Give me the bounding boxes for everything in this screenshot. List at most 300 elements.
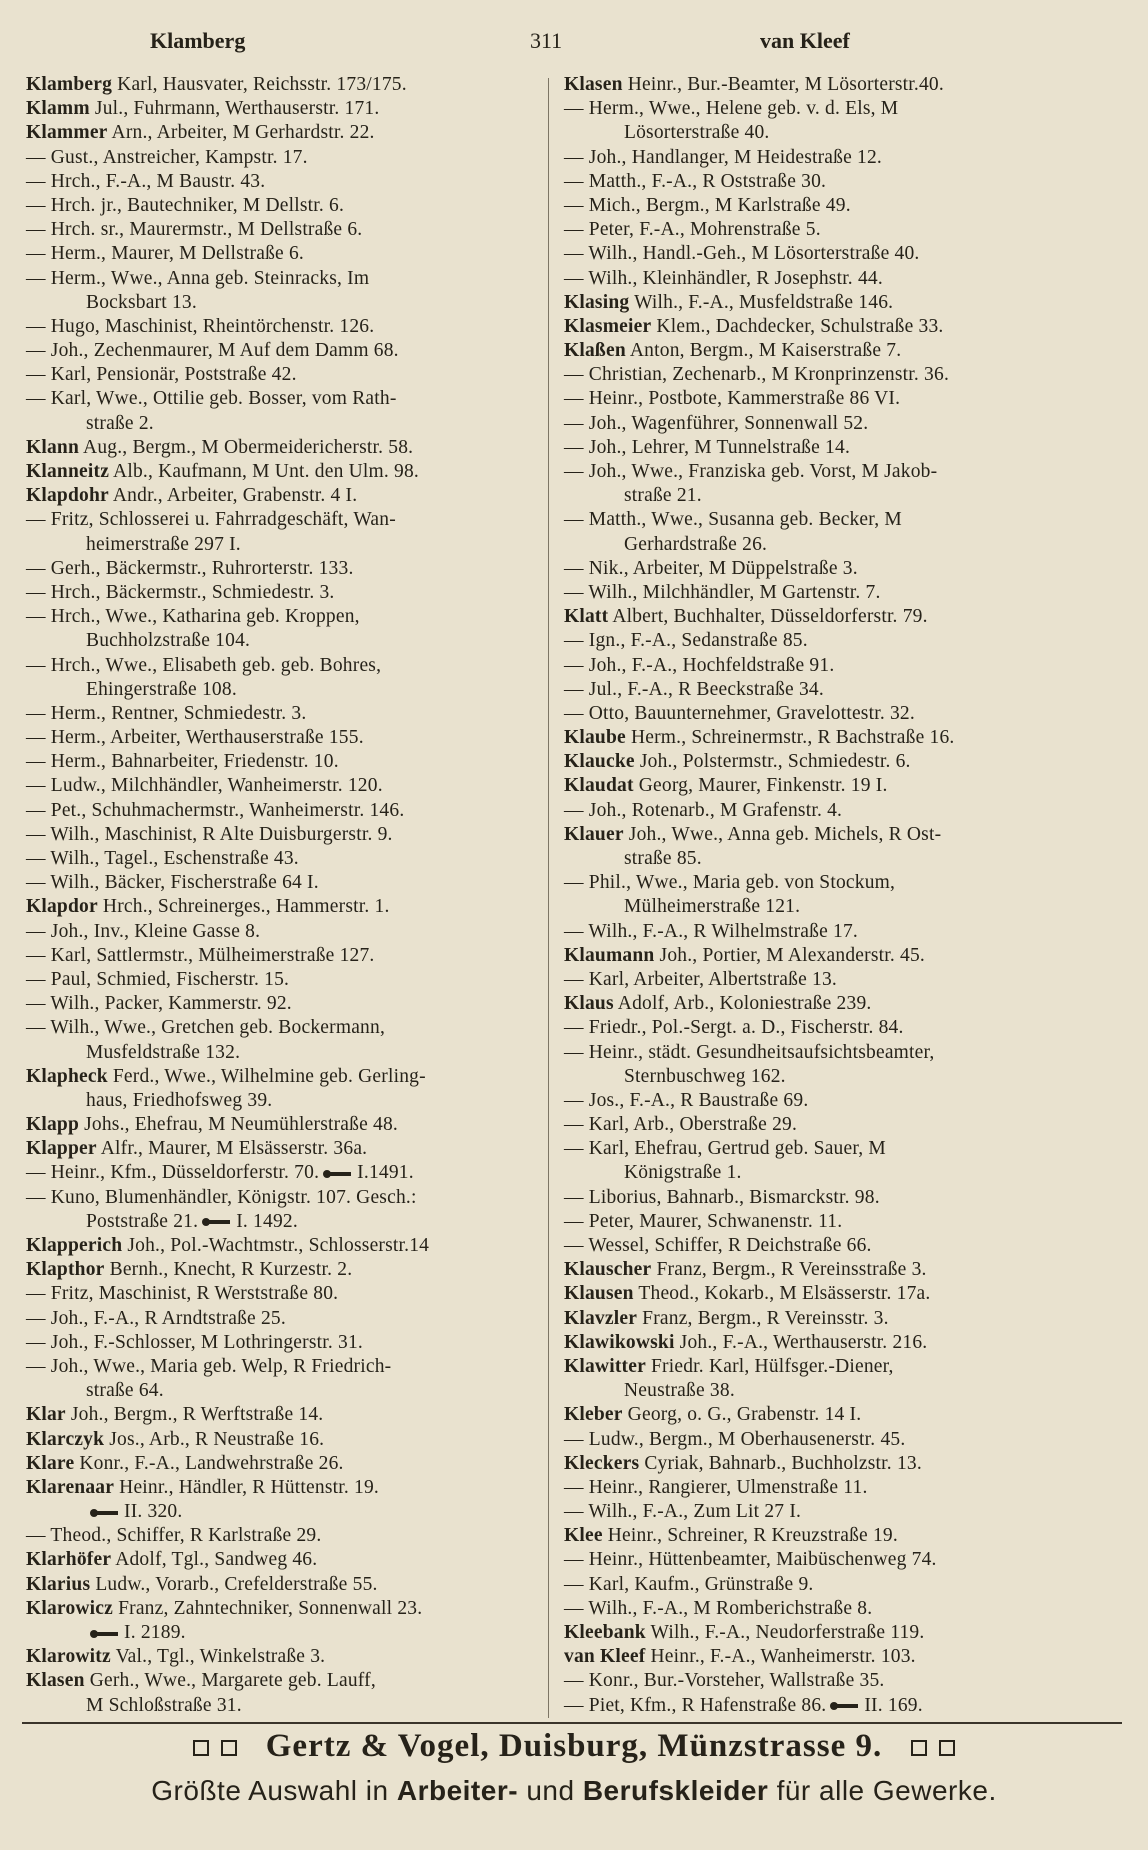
telephone-icon [202, 1217, 232, 1227]
surname: Klauscher [564, 1259, 652, 1281]
directory-subentry [564, 920, 1079, 944]
phone-number: I. 1492. [236, 1210, 298, 1232]
directory-subentry [26, 847, 541, 871]
entry-text: Friedr. Karl, Hülfsger.-Diener, [645, 1355, 894, 1377]
directory-subentry [26, 871, 541, 895]
entry-text: Buchholzstraße 104. [86, 630, 251, 652]
entry-continuation [26, 678, 541, 702]
surname: Klanneitz [26, 461, 110, 482]
surname: Klamberg [26, 74, 113, 95]
phone-number: II. 169. [864, 1694, 923, 1716]
entry-text: Poststraße 21. [86, 1210, 199, 1232]
entry-text: Heinr., Bur.-Beamter, M Lösorterstr.40. [622, 74, 944, 95]
entry-text: — Matth., F.-A., R Oststraße 30. [564, 170, 827, 192]
entry-text: — Wilh., Handl.-Geh., M Lösorterstraße 40. [564, 243, 920, 265]
directory-subentry [564, 387, 1079, 411]
entry-continuation [564, 484, 1079, 508]
entry-text: straße 21. [624, 485, 702, 507]
directory-subentry [564, 871, 1079, 895]
advert-rule [22, 1722, 1122, 1724]
entry-text: Neustraße 38. [624, 1380, 735, 1402]
entry-text: — Herm., Wwe., Helene geb. v. d. Els, M [564, 98, 899, 120]
surname: Klavzler [564, 1307, 638, 1329]
entry-continuation [564, 1065, 1079, 1089]
entry-text: — Joh., Lehrer, M Tunnelstraße 14. [564, 436, 851, 458]
entry-text: — Peter, Maurer, Schwanenstr. 11. [564, 1210, 843, 1232]
entry-text: Ludw., Vorarb., Crefelderstraße 55. [90, 1573, 378, 1595]
entry-text: Jos., Arb., R Neustraße 16. [104, 1428, 325, 1450]
directory-subentry [564, 1476, 1079, 1500]
directory-subentry [564, 1234, 1079, 1258]
surname: Klatt [564, 606, 609, 628]
directory-subentry [564, 678, 1079, 702]
entry-text: — Fritz, Maschinist, R Werststraße 80. [26, 1283, 339, 1305]
entry-text: — Karl, Arb., Oberstraße 29. [564, 1114, 798, 1136]
entry-text: Klem., Dachdecker, Schulstraße 33. [651, 315, 944, 337]
entry-continuation [564, 121, 1079, 145]
directory-subentry [564, 170, 1079, 194]
entry-text: Arn., Arbeiter, M Gerhardstr. 22. [107, 122, 375, 144]
entry-text: — Heinr., Postbote, Kammerstraße 86 VI. [564, 388, 901, 410]
surname: Klapheck [26, 1065, 108, 1087]
entry-text: — Theod., Schiffer, R Karlstraße 29. [26, 1525, 322, 1547]
entry-text: — Wilh., F.-A., M Romberichstraße 8. [564, 1597, 873, 1619]
directory-entry [564, 992, 1079, 1016]
entry-text: — Wilh., Wwe., Gretchen geb. Bockermann, [26, 1017, 386, 1039]
entry-text: — Piet, Kfm., R Hafenstraße 86. [564, 1694, 827, 1716]
directory-entry [564, 1307, 1079, 1331]
surname: Klaucke [564, 751, 635, 773]
surname: Klann [26, 436, 80, 458]
entry-continuation [26, 291, 541, 315]
directory-subentry [564, 1137, 1079, 1161]
ornament-squares [905, 1728, 961, 1765]
directory-entry [564, 944, 1079, 968]
directory-subentry [564, 1669, 1079, 1693]
directory-entry [26, 1428, 541, 1452]
entry-text: Adolf, Arb., Koloniestraße 239. [613, 993, 872, 1015]
surname: Klaßen [564, 340, 626, 362]
directory-subentry [564, 968, 1079, 992]
column-divider [548, 78, 549, 1718]
directory-subentry [564, 1186, 1079, 1210]
entry-text: — Jul., F.-A., R Beeckstraße 34. [564, 678, 824, 700]
entry-text: — Jos., F.-A., R Baustraße 69. [564, 1089, 809, 1111]
directory-subentry [564, 1548, 1079, 1572]
entry-text: — Fritz, Schlosserei u. Fahrradgeschäft, Wan- [26, 509, 396, 531]
directory-entry [564, 605, 1079, 629]
entry-text: Hrch., Schreinerges., Hammerstr. 1. [97, 896, 390, 918]
directory-subentry [564, 242, 1079, 266]
directory-subentry [26, 605, 541, 629]
entry-continuation [26, 1500, 541, 1524]
entry-text: — Gust., Anstreicher, Kampstr. 17. [26, 146, 308, 168]
phone-number: I.1491. [357, 1162, 414, 1184]
directory-entry [26, 1234, 541, 1258]
surname: Klausen [564, 1283, 634, 1305]
advert-firm: Gertz & Vogel, Duisburg, Münzstrasse 9. [265, 1728, 883, 1764]
entry-continuation [564, 1161, 1079, 1185]
directory-subentry [26, 750, 541, 774]
surname: Klarius [26, 1573, 91, 1595]
directory-entry [564, 73, 1079, 97]
directory-subentry [26, 315, 541, 339]
directory-entry [26, 1476, 541, 1500]
surname: Klare [26, 1452, 75, 1474]
entry-text: — Wilh., Tagel., Eschenstraße 43. [26, 848, 299, 869]
entry-text: straße 2. [86, 412, 154, 434]
entry-text: — Joh., F.-A., R Arndtstraße 25. [26, 1307, 286, 1329]
surname: Klarowitz [26, 1646, 111, 1668]
directory-subentry [564, 267, 1079, 291]
surname: Klaudat [564, 775, 634, 797]
surname: Klawikowski [564, 1331, 675, 1353]
advert-headline [0, 1728, 1148, 1765]
entry-text: Andr., Arbeiter, Grabenstr. 4 I. [108, 485, 358, 507]
entry-text: — Wilh., Packer, Kammerstr. 92. [26, 993, 292, 1015]
entry-text: — Liborius, Bahnarb., Bismarckstr. 98. [564, 1186, 880, 1208]
directory-subentry [26, 1355, 541, 1379]
directory-subentry [26, 823, 541, 847]
surname: Klammer [26, 122, 108, 144]
entry-text: — Christian, Zechenarb., M Kronprinzenstr. 36. [564, 364, 950, 386]
directory-subentry [26, 218, 541, 242]
entry-text: — Wilh., F.-A., Zum Lit 27 I. [564, 1501, 802, 1523]
directory-entry [564, 774, 1079, 798]
entry-text: Gerhardstraße 26. [624, 533, 768, 555]
entry-text: — Joh., Wagenführer, Sonnenwall 52. [564, 412, 869, 434]
surname: Klapperich [26, 1235, 123, 1256]
entry-text: — Hrch., Bäckermstr., Schmiedestr. 3. [26, 581, 335, 603]
directory-entry [564, 1282, 1079, 1306]
entry-text: — Wilh., Maschinist, R Alte Duisburgerstr. 9. [26, 823, 393, 845]
entry-continuation [26, 1041, 541, 1065]
entry-text: — Hugo, Maschinist, Rheintörchenstr. 126. [26, 315, 375, 337]
directory-entry [26, 484, 541, 508]
directory-entry [26, 460, 541, 484]
directory-subentry [26, 1307, 541, 1331]
entry-text: Aug., Bergm., M Obermeidericherstr. 58. [79, 436, 414, 458]
directory-entry [26, 1573, 541, 1597]
right-column [564, 73, 1079, 1718]
entry-text: — Joh., Inv., Kleine Gasse 8. [26, 920, 261, 942]
surname: Klapdohr [26, 485, 109, 507]
entry-text: Joh., Portier, M Alexanderstr. 45. [654, 944, 925, 966]
entry-text: — Kuno, Blumenhändler, Königstr. 107. Gesch.: [26, 1186, 417, 1208]
surname: Klaube [564, 727, 626, 749]
running-header-left: Klamberg [150, 28, 246, 53]
directory-subentry [564, 508, 1079, 532]
entry-text: Alfr., Maurer, M Elsässerstr. 36a. [96, 1138, 368, 1160]
entry-text: — Karl, Pensionär, Poststraße 42. [26, 364, 297, 386]
entry-text: Adolf, Tgl., Sandweg 46. [111, 1549, 318, 1571]
entry-text: Joh., Pol.-Wachtmstr., Schlosserstr.14 [122, 1235, 430, 1256]
surname: Klasen [26, 1670, 85, 1692]
surname: van Kleef [564, 1646, 646, 1668]
surname: Klarenaar [26, 1476, 115, 1498]
entry-text: — Heinr., Kfm., Düsseldorferstr. 70. [26, 1162, 320, 1184]
entry-text: straße 64. [86, 1380, 164, 1402]
directory-entry [564, 750, 1079, 774]
entry-continuation [564, 895, 1079, 919]
entry-text: — Joh., Handlanger, M Heidestraße 12. [564, 146, 883, 168]
directory-entry [564, 726, 1079, 750]
surname: Klaus [564, 993, 614, 1015]
directory-entry [26, 436, 541, 460]
entry-text: Heinr., F.-A., Wanheimerstr. 103. [645, 1646, 916, 1668]
directory-subentry [564, 1041, 1079, 1065]
entry-text: — Herm., Wwe., Anna geb. Steinracks, Im [26, 267, 370, 289]
entry-text: — Wilh., Bäcker, Fischerstraße 64 I. [26, 872, 319, 894]
directory-subentry [564, 1597, 1079, 1621]
surname: Klapdor [26, 896, 98, 918]
entry-text: straße 85. [624, 848, 702, 869]
surname: Klapper [26, 1138, 97, 1160]
entry-text: Jul., Fuhrmann, Werthauserstr. 171. [89, 98, 380, 120]
surname: Kleebank [564, 1622, 646, 1643]
directory-entry [564, 1258, 1079, 1282]
directory-subentry [564, 1089, 1079, 1113]
surname: Klapp [26, 1114, 80, 1136]
page-number: 311 [530, 28, 563, 53]
entry-text: — Wilh., Kleinhändler, R Josephstr. 44. [564, 267, 883, 289]
directory-entry [26, 121, 541, 145]
entry-text: — Matth., Wwe., Susanna geb. Becker, M [564, 509, 902, 531]
entry-text: Lösorterstraße 40. [624, 122, 770, 144]
entry-text: — Otto, Bauunternehmer, Gravelottestr. 32. [564, 702, 915, 724]
entry-text: Wilh., F.-A., Neudorferstraße 119. [645, 1622, 925, 1643]
directory-subentry [26, 387, 541, 411]
ornament-squares [187, 1728, 243, 1765]
directory-subentry [26, 654, 541, 678]
directory-subentry [564, 97, 1079, 121]
surname: Kleckers [564, 1452, 640, 1474]
entry-text: Heinr., Schreiner, R Kreuzstraße 19. [602, 1525, 898, 1547]
directory-entry [564, 1452, 1079, 1476]
entry-text: Franz, Zahntechniker, Sonnenwall 23. [113, 1597, 423, 1619]
entry-text: heimerstraße 297 I. [86, 533, 241, 555]
entry-text: Bocksbart 13. [86, 291, 197, 313]
directory-entry [26, 1258, 541, 1282]
entry-text: — Mich., Bergm., M Karlstraße 49. [564, 194, 851, 216]
directory-subentry [564, 1113, 1079, 1137]
entry-text: Ferd., Wwe., Wilhelmine geb. Gerling- [107, 1065, 426, 1087]
advert-text: für alle Gewerke. [768, 1775, 997, 1806]
directory-subentry [26, 267, 541, 291]
entry-text: — Hrch. sr., Maurermstr., M Dellstraße 6. [26, 219, 363, 241]
entry-text: Johs., Ehefrau, M Neumühlerstraße 48. [79, 1114, 399, 1136]
surname: Klawitter [564, 1355, 646, 1377]
entry-text: — Herm., Rentner, Schmiedestr. 3. [26, 702, 307, 724]
entry-text: — Karl, Kaufm., Grünstraße 9. [564, 1573, 814, 1595]
directory-subentry [564, 1428, 1079, 1452]
directory-subentry [26, 557, 541, 581]
telephone-icon [323, 1169, 353, 1179]
directory-subentry [26, 1186, 541, 1210]
entry-text: — Joh., Wwe., Franziska geb. Vorst, M Jakob- [564, 461, 938, 482]
entry-text: Konr., F.-A., Landwehrstraße 26. [74, 1452, 344, 1474]
entry-continuation [564, 533, 1079, 557]
directory-subentry [26, 992, 541, 1016]
entry-text: — Joh., Wwe., Maria geb. Welp, R Friedrich- [26, 1355, 392, 1377]
entry-continuation [26, 1379, 541, 1403]
entry-text: Mülheimerstraße 121. [624, 896, 801, 918]
entry-text: — Heinr., Hüttenbeamter, Maibüschenweg 74. [564, 1549, 937, 1571]
entry-text: Val., Tgl., Winkelstraße 3. [110, 1646, 326, 1668]
directory-subentry [564, 218, 1079, 242]
directory-subentry [26, 146, 541, 170]
directory-entry [26, 97, 541, 121]
directory-subentry [26, 1331, 541, 1355]
advert-text: und [518, 1775, 583, 1806]
directory-entry [26, 895, 541, 919]
telephone-icon [90, 1629, 120, 1639]
directory-subentry [564, 436, 1079, 460]
entry-text: — Heinr., städt. Gesundheitsaufsichtsbeamter, [564, 1041, 935, 1063]
advert-text-bold: Berufskleider [582, 1775, 769, 1806]
directory-entry [26, 1065, 541, 1089]
entry-continuation [26, 629, 541, 653]
directory-entry [26, 1452, 541, 1476]
directory-subentry [26, 799, 541, 823]
advert-text: Größte Auswahl in [151, 1775, 397, 1806]
entry-text: M Schloßstraße 31. [86, 1694, 242, 1716]
directory-subentry [564, 1500, 1079, 1524]
directory-subentry [564, 363, 1079, 387]
directory-subentry [564, 412, 1079, 436]
entry-text: haus, Friedhofsweg 39. [86, 1089, 273, 1111]
directory-entry [564, 1524, 1079, 1548]
entry-continuation [26, 1694, 541, 1718]
directory-subentry [564, 1573, 1079, 1597]
directory-subentry [26, 920, 541, 944]
running-header-right: van Kleef [760, 28, 850, 53]
entry-text: — Joh., Zechenmaurer, M Auf dem Damm 68. [26, 340, 399, 362]
telephone-icon [90, 1508, 120, 1518]
directory-subentry [26, 170, 541, 194]
directory-subentry [26, 363, 541, 387]
directory-subentry [26, 1282, 541, 1306]
entry-text: Albert, Buchhalter, Düsseldorferstr. 79. [608, 606, 928, 628]
entry-text: Anton, Bergm., M Kaiserstraße 7. [625, 340, 902, 362]
entry-continuation [564, 847, 1079, 871]
entry-text: Musfeldstraße 132. [86, 1041, 241, 1063]
directory-entry [26, 73, 541, 97]
left-column [26, 73, 541, 1718]
entry-text: Cyriak, Bahnarb., Buchholzstr. 13. [639, 1452, 922, 1474]
telephone-icon [830, 1701, 860, 1711]
directory-entry [564, 1331, 1079, 1355]
surname: Klasen [564, 74, 623, 95]
entry-text: Franz, Bergm., R Vereinsstraße 3. [651, 1259, 927, 1281]
directory-subentry [26, 581, 541, 605]
entry-text: Georg, o. G., Grabenstr. 14 I. [622, 1404, 862, 1426]
entry-text: Joh., F.-A., Werthauserstr. 216. [674, 1331, 928, 1353]
entry-text: Sternbuschweg 162. [624, 1065, 786, 1087]
entry-text: — Herm., Maurer, M Dellstraße 6. [26, 243, 305, 265]
directory-subentry [564, 702, 1079, 726]
directory-subentry [26, 1524, 541, 1548]
entry-text: Wilh., F.-A., Musfeldstraße 146. [629, 291, 894, 313]
directory-subentry [26, 242, 541, 266]
directory-subentry [564, 557, 1079, 581]
entry-text: — Konr., Bur.-Vorsteher, Wallstraße 35. [564, 1670, 885, 1692]
entry-text: Königstraße 1. [624, 1162, 742, 1184]
surname: Klaumann [564, 944, 655, 966]
directory-subentry [26, 194, 541, 218]
directory-subentry [26, 702, 541, 726]
directory-entry [564, 1355, 1079, 1379]
directory-subentry [564, 1694, 1079, 1718]
directory-subentry [564, 581, 1079, 605]
directory-subentry [564, 654, 1079, 678]
directory-entry [564, 291, 1079, 315]
directory-subentry [564, 1016, 1079, 1040]
directory-subentry [564, 629, 1079, 653]
entry-text: Herm., Schreinermstr., R Bachstraße 16. [625, 727, 955, 749]
directory-subentry [564, 146, 1079, 170]
entry-text: Ehingerstraße 108. [86, 678, 237, 700]
entry-text: — Wessel, Schiffer, R Deichstraße 66. [564, 1235, 872, 1256]
directory-subentry [26, 944, 541, 968]
entry-text: — Ludw., Bergm., M Oberhausenerstr. 45. [564, 1428, 906, 1450]
advert-tagline [0, 1775, 1148, 1807]
directory-entry [564, 315, 1079, 339]
directory-subentry [26, 339, 541, 363]
entry-text: Joh., Bergm., R Werftstraße 14. [65, 1404, 324, 1426]
directory-subentry [26, 508, 541, 532]
directory-entry [564, 823, 1079, 847]
entry-text: — Herm., Bahnarbeiter, Friedenstr. 10. [26, 751, 339, 773]
entry-text: — Hrch., Wwe., Katharina geb. Kroppen, [26, 606, 360, 628]
directory-entry [26, 1403, 541, 1427]
entry-text: — Joh., Rotenarb., M Grafenstr. 4. [564, 799, 843, 821]
entry-text: — Hrch. jr., Bautechniker, M Dellstr. 6. [26, 194, 345, 216]
entry-text: — Phil., Wwe., Maria geb. von Stockum, [564, 872, 896, 894]
surname: Klasmeier [564, 315, 652, 337]
entry-text: — Joh., F.-Schlosser, M Lothringerstr. 31. [26, 1331, 364, 1353]
entry-text: — Gerh., Bäckermstr., Ruhrorterstr. 133. [26, 557, 354, 579]
entry-text: Gerh., Wwe., Margarete geb. Lauff, [84, 1670, 376, 1692]
entry-continuation [26, 533, 541, 557]
directory-entry [564, 1403, 1079, 1427]
directory-subentry [564, 1210, 1079, 1234]
entry-continuation [26, 412, 541, 436]
entry-text: Georg, Maurer, Finkenstr. 19 I. [633, 775, 888, 797]
directory-entry [564, 339, 1079, 363]
phone-number: I. 2189. [124, 1622, 186, 1643]
entry-text: — Paul, Schmied, Fischerstr. 15. [26, 968, 290, 990]
surname: Klasing [564, 291, 630, 313]
entry-continuation [26, 1089, 541, 1113]
directory-subentry [564, 460, 1079, 484]
entry-text: — Pet., Schuhmachermstr., Wanheimerstr. 146. [26, 799, 405, 821]
entry-text: — Wilh., F.-A., R Wilhelmstraße 17. [564, 920, 859, 942]
entry-text: — Herm., Arbeiter, Werthauserstraße 155. [26, 727, 364, 749]
entry-text: Joh., Polstermstr., Schmiedestr. 6. [634, 751, 911, 773]
entry-text: Theod., Kokarb., M Elsässerstr. 17a. [633, 1283, 931, 1305]
entry-text: — Karl, Arbeiter, Albertstraße 13. [564, 968, 837, 990]
surname: Klauer [564, 823, 624, 845]
directory-entry [26, 1669, 541, 1693]
surname: Kleber [564, 1404, 623, 1426]
directory-entry [26, 1597, 541, 1621]
entry-continuation [26, 1210, 541, 1234]
directory-entry [26, 1548, 541, 1572]
entry-text: — Ludw., Milchhändler, Wanheimerstr. 120. [26, 775, 383, 797]
directory-subentry [26, 1016, 541, 1040]
entry-text: — Karl, Ehefrau, Gertrud geb. Sauer, M [564, 1138, 886, 1160]
